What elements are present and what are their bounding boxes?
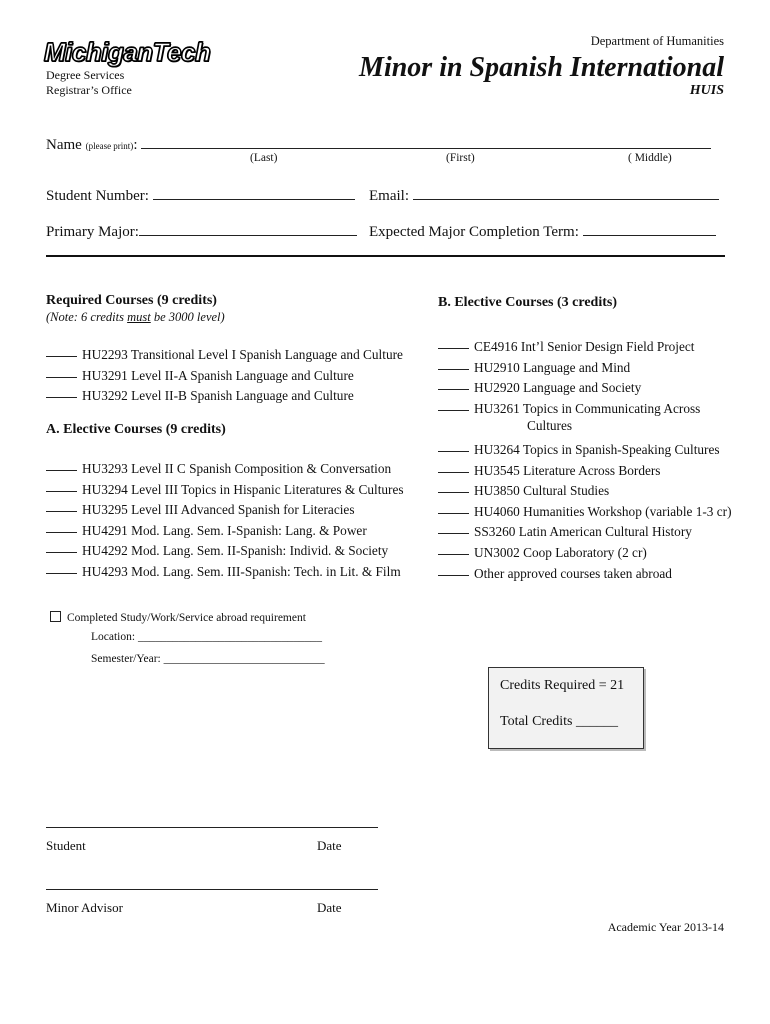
first-name-label: (First) bbox=[446, 152, 475, 164]
list-item[interactable]: HU3292 Level II-B Spanish Language and Culture bbox=[46, 383, 403, 404]
checkoff-blank[interactable] bbox=[46, 342, 77, 357]
required-courses-heading: Required Courses (9 credits) bbox=[46, 293, 217, 308]
semester-year-field[interactable] bbox=[91, 653, 325, 665]
advisor-date-label: Date bbox=[317, 900, 342, 915]
checkoff-blank[interactable] bbox=[46, 383, 77, 398]
list-item[interactable]: HU4060 Humanities Workshop (variable 1-3 cr) bbox=[438, 499, 732, 520]
office-line-1: Degree Services bbox=[46, 68, 125, 82]
checkoff-blank[interactable] bbox=[438, 375, 469, 390]
credits-box bbox=[488, 667, 644, 749]
list-item[interactable]: HU3295 Level III Advanced Spanish for Literacies bbox=[46, 497, 404, 518]
list-item[interactable]: HU4292 Mod. Lang. Sem. II-Spanish: Individ. & Society bbox=[46, 538, 404, 559]
list-item-continuation: Cultures bbox=[527, 418, 573, 434]
checkoff-blank[interactable] bbox=[46, 497, 77, 512]
middle-name-label: ( Middle) bbox=[628, 152, 672, 164]
list-item[interactable]: HU2910 Language and Mind bbox=[438, 355, 732, 376]
elective-b-list bbox=[438, 334, 732, 581]
department-label: Department of Humanities bbox=[590, 34, 724, 48]
list-item[interactable]: HU3291 Level II-A Spanish Language and Culture bbox=[46, 363, 403, 384]
checkoff-blank[interactable] bbox=[46, 477, 77, 492]
elective-b-heading: B. Elective Courses (3 credits) bbox=[438, 295, 617, 310]
list-item[interactable]: SS3260 Latin American Cultural History bbox=[438, 519, 732, 540]
list-item[interactable]: HU3264 Topics in Spanish-Speaking Cultures bbox=[438, 437, 732, 458]
checkoff-blank[interactable] bbox=[438, 561, 469, 576]
checkoff-blank[interactable] bbox=[438, 540, 469, 555]
required-courses-list bbox=[46, 342, 403, 404]
list-item[interactable]: Other approved courses taken abroad bbox=[438, 561, 732, 582]
abroad-checkbox-label: Completed Study/Work/Service abroad requirement bbox=[67, 612, 306, 624]
elective-a-heading: A. Elective Courses (9 credits) bbox=[46, 422, 226, 437]
list-item[interactable]: HU3294 Level III Topics in Hispanic Literatures & Cultures bbox=[46, 477, 404, 498]
checkoff-blank[interactable] bbox=[438, 355, 469, 370]
student-number-field[interactable] bbox=[46, 185, 355, 205]
primary-major-label: Primary Major: bbox=[46, 224, 139, 240]
student-signature-line[interactable] bbox=[46, 827, 378, 828]
list-item[interactable]: HU2293 Transitional Level I Spanish Language and Culture bbox=[46, 342, 403, 363]
last-name-label: (Last) bbox=[250, 152, 278, 164]
list-item[interactable]: HU3293 Level II C Spanish Composition & Conversation bbox=[46, 456, 404, 477]
program-code: HUIS bbox=[689, 83, 724, 98]
list-item[interactable]: HU4291 Mod. Lang. Sem. I-Spanish: Lang. & Power bbox=[46, 518, 404, 539]
student-signature-label: Student bbox=[46, 838, 86, 853]
completion-term-label: Expected Major Completion Term: bbox=[369, 224, 579, 240]
list-item[interactable]: HU3545 Literature Across Borders bbox=[438, 458, 732, 479]
completion-term-field[interactable] bbox=[369, 221, 716, 241]
primary-major-field[interactable] bbox=[46, 221, 357, 241]
semester-year-label: Semester/Year: bbox=[91, 653, 161, 665]
elective-a-list bbox=[46, 456, 404, 580]
checkoff-blank[interactable] bbox=[46, 456, 77, 471]
list-item[interactable]: HU3850 Cultural Studies bbox=[438, 478, 732, 499]
checkoff-blank[interactable] bbox=[46, 363, 77, 378]
semester-year-blank[interactable]: ____________________________ bbox=[163, 653, 325, 665]
checkoff-blank[interactable] bbox=[46, 559, 77, 574]
name-input-line[interactable] bbox=[141, 134, 711, 149]
checkoff-blank[interactable] bbox=[438, 519, 469, 534]
checkoff-blank[interactable] bbox=[438, 437, 469, 452]
list-item[interactable]: HU2920 Language and Society bbox=[438, 375, 732, 396]
email-field[interactable] bbox=[369, 185, 719, 205]
student-number-input-line[interactable] bbox=[153, 185, 355, 200]
list-item[interactable]: UN3002 Coop Laboratory (2 cr) bbox=[438, 540, 732, 561]
list-item[interactable]: CE4916 Int’l Senior Design Field Project bbox=[438, 334, 732, 355]
checkoff-blank[interactable] bbox=[46, 518, 77, 533]
name-label: Name bbox=[46, 137, 82, 153]
checkoff-blank[interactable] bbox=[46, 538, 77, 553]
student-number-label: Student Number: bbox=[46, 188, 149, 204]
advisor-signature-line[interactable] bbox=[46, 889, 378, 890]
academic-year: Academic Year 2013-14 bbox=[607, 920, 724, 934]
abroad-requirement[interactable] bbox=[50, 611, 306, 624]
advisor-signature-label: Minor Advisor bbox=[46, 900, 123, 915]
student-date-label: Date bbox=[317, 838, 342, 853]
section-divider bbox=[46, 255, 725, 257]
checkoff-blank[interactable] bbox=[438, 499, 469, 514]
required-courses-note: (Note: 6 credits must be 3000 level) bbox=[46, 310, 225, 324]
checkoff-blank[interactable] bbox=[438, 396, 469, 411]
abroad-checkbox[interactable] bbox=[50, 611, 61, 622]
name-field[interactable] bbox=[46, 134, 711, 154]
name-hint: (please print) bbox=[85, 141, 134, 151]
list-item[interactable]: HU4293 Mod. Lang. Sem. III-Spanish: Tech. in Lit. & Film bbox=[46, 559, 404, 580]
list-item[interactable]: HU3261 Topics in Communicating Across bbox=[438, 396, 732, 417]
location-field[interactable] bbox=[91, 631, 322, 643]
office-line-2: Registrar’s Office bbox=[46, 83, 132, 97]
email-label: Email: bbox=[369, 188, 409, 204]
total-credits[interactable]: Total Credits ______ bbox=[500, 714, 619, 729]
michigan-tech-logo: MichiganTech bbox=[44, 37, 211, 67]
credits-required: Credits Required = 21 bbox=[500, 678, 625, 693]
name-colon: : bbox=[133, 137, 138, 153]
checkoff-blank[interactable] bbox=[438, 334, 469, 349]
email-input-line[interactable] bbox=[413, 185, 719, 200]
checkoff-blank[interactable] bbox=[438, 458, 469, 473]
primary-major-input-line[interactable] bbox=[139, 221, 357, 236]
form-title: Minor in Spanish International bbox=[359, 52, 724, 83]
checkoff-blank[interactable] bbox=[438, 478, 469, 493]
location-blank[interactable]: ________________________________ bbox=[137, 631, 322, 643]
location-label: Location: bbox=[91, 631, 136, 643]
completion-term-input-line[interactable] bbox=[583, 221, 716, 236]
